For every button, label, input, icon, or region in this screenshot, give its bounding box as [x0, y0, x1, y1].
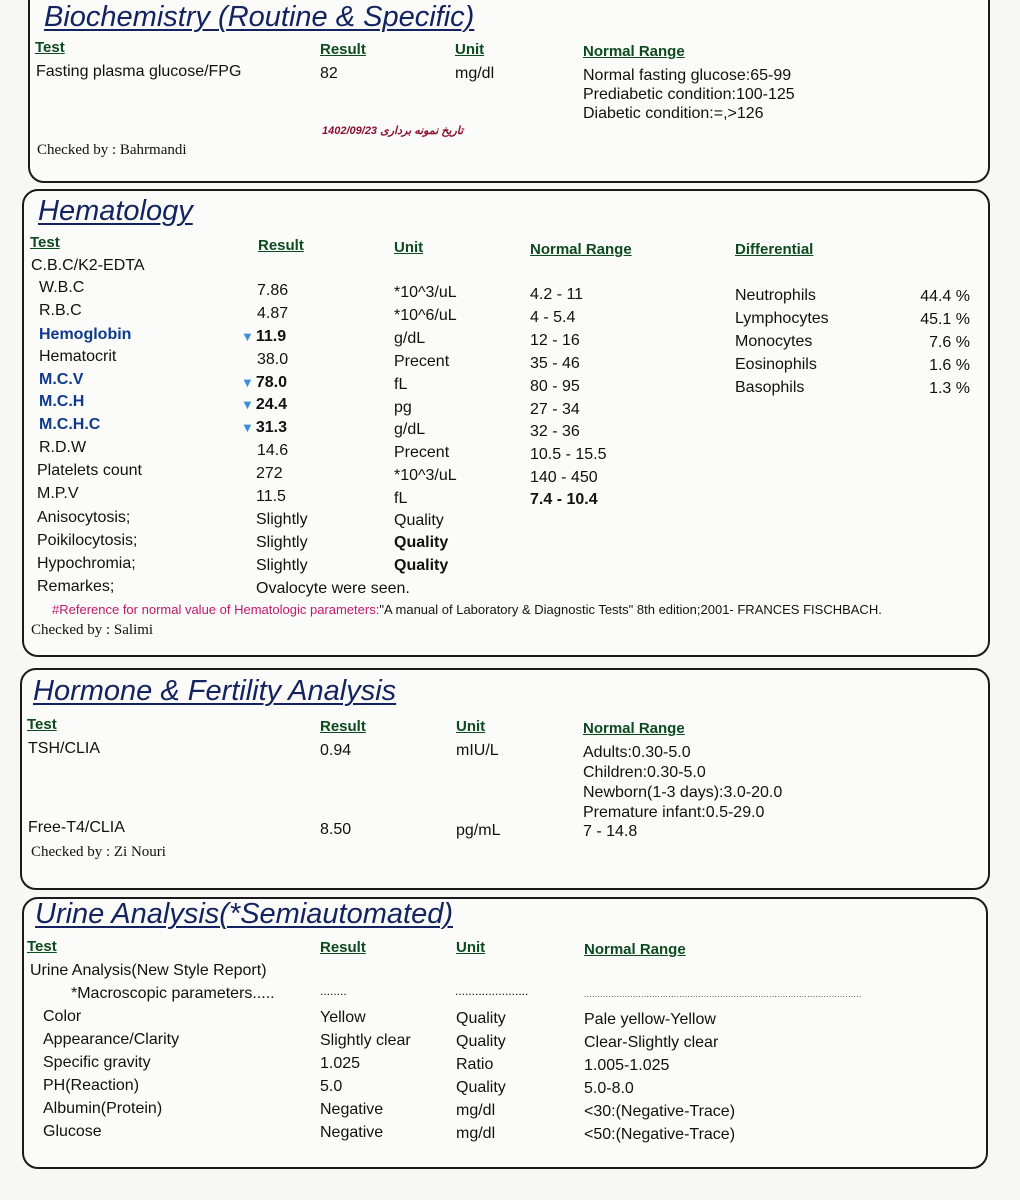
hem-result-hypochromia: Slightly — [256, 557, 308, 574]
diff-value-monocytes: 7.6 % — [929, 334, 970, 351]
hem-header-test: Test — [30, 234, 60, 251]
uri-unit-specific-gravity: Ratio — [456, 1056, 494, 1073]
uri-macro-label: *Macroscopic parameters..... — [71, 985, 275, 1002]
hem-unit-hemoglobin: g/dL — [394, 330, 426, 347]
diff-name-monocytes: Monocytes — [735, 333, 813, 350]
hem-unit-mpv: fL — [394, 490, 408, 507]
low-flag-icon: ▼ — [241, 329, 254, 344]
hem-test-rbc: R.B.C — [39, 302, 82, 319]
hem-range-mch: 27 - 34 — [530, 401, 580, 418]
hem-test-hemoglobin: Hemoglobin — [39, 326, 132, 343]
uri-range-glucose: <50:(Negative-Trace) — [584, 1126, 736, 1143]
uri-test-glucose: Glucose — [43, 1123, 102, 1140]
hem-result-mch — [241, 395, 287, 414]
low-flag-icon: ▼ — [241, 375, 254, 390]
uri-result-specific-gravity: 1.025 — [320, 1055, 361, 1072]
hem-result-mchc-value: 31.3 — [255, 419, 288, 436]
hem-unit-mchc: g/dL — [394, 421, 426, 438]
hem-reference-book: "A manual of Laboratory & Diagnostic Tests" 8th edition;2001- FRANCES FISCHBACH. — [379, 602, 882, 617]
hem-test-mch: M.C.H — [39, 393, 85, 410]
hormone-title: Hormone & Fertility Analysis — [33, 675, 397, 707]
hem-header-differential: Differential — [735, 241, 814, 258]
hem-range-mchc: 32 - 36 — [530, 423, 580, 440]
hem-header-range: Normal Range — [530, 241, 632, 258]
uri-unit-color: Quality — [456, 1010, 506, 1027]
uri-test-ph: PH(Reaction) — [43, 1077, 140, 1094]
hor-result-ft4: 8.50 — [320, 821, 352, 838]
hem-checked-by: Checked by : Salimi — [31, 622, 154, 638]
hor-range-tsh-1: Adults:0.30-5.0 — [583, 744, 691, 761]
uri-range-specific-gravity: 1.005-1.025 — [584, 1057, 670, 1074]
bio-header-result: Result — [320, 41, 366, 58]
hem-unit-mch: pg — [394, 399, 412, 416]
uri-unit-ph: Quality — [456, 1079, 506, 1096]
hor-test-tsh: TSH/CLIA — [28, 740, 101, 757]
hem-test-anisocytosis: Anisocytosis; — [37, 509, 131, 526]
biochemistry-title: Biochemistry (Routine & Specific) — [44, 1, 475, 33]
hem-result-hemoglobin — [241, 327, 286, 346]
hem-unit-rdw: Precent — [394, 444, 450, 461]
hem-range-hematocrit: 35 - 46 — [530, 355, 580, 372]
hem-result-anisocytosis: Slightly — [256, 511, 308, 528]
hem-result-platelets: 272 — [256, 465, 283, 482]
hem-test-mchc: M.C.H.C — [39, 416, 101, 433]
hem-result-mch-value: 24.4 — [255, 396, 288, 413]
sampling-date-stamp — [322, 124, 463, 137]
hor-header-test: Test — [27, 716, 57, 733]
hem-unit-hematocrit: Precent — [394, 353, 450, 370]
hor-result-tsh: 0.94 — [320, 742, 352, 759]
hem-result-hemoglobin-value: 11.9 — [255, 328, 287, 345]
uri-test-albumin: Albumin(Protein) — [43, 1100, 163, 1117]
hor-header-range: Normal Range — [583, 720, 685, 737]
hem-result-remarks: Ovalocyte were seen. — [256, 580, 410, 597]
diff-name-lymphocytes: Lymphocytes — [735, 310, 829, 327]
hem-range-mcv: 80 - 95 — [530, 378, 580, 395]
uri-macro-range-dots: ...................................................................................................... — [584, 990, 862, 999]
hem-result-wbc: 7.86 — [257, 282, 289, 299]
hem-unit-platelets: *10^3/uL — [394, 467, 457, 484]
hor-range-tsh-2: Children:0.30-5.0 — [583, 764, 706, 781]
uri-range-color: Pale yellow-Yellow — [584, 1011, 716, 1028]
uri-unit-albumin: mg/dl — [456, 1102, 496, 1119]
uri-range-ph: 5.0-8.0 — [584, 1080, 634, 1097]
uri-macro-result-dots: ........ — [320, 984, 347, 998]
hem-test-remarks: Remarkes; — [37, 578, 115, 595]
diff-value-lymphocytes: 45.1 % — [920, 311, 970, 328]
urine-title: Urine Analysis(*Semiautomated) — [35, 898, 453, 930]
hem-test-rdw: R.D.W — [39, 439, 87, 456]
hem-header-result: Result — [258, 237, 304, 254]
hem-range-rdw: 10.5 - 15.5 — [530, 446, 607, 463]
hem-result-rdw: 14.6 — [257, 442, 289, 459]
bio-range-line-2: Prediabetic condition:100-125 — [583, 86, 795, 103]
hem-unit-rbc: *10^6/uL — [394, 307, 457, 324]
hem-test-poikilocytosis: Poikilocytosis; — [37, 532, 138, 549]
hem-result-hematocrit: 38.0 — [257, 351, 289, 368]
uri-unit-glucose: mg/dl — [456, 1125, 496, 1142]
hem-range-rbc: 4 - 5.4 — [530, 309, 576, 326]
diff-name-basophils: Basophils — [735, 379, 805, 396]
uri-header-range: Normal Range — [584, 941, 686, 958]
hem-result-mcv-value: 78.0 — [255, 374, 288, 391]
hor-range-ft4: 7 - 14.8 — [583, 823, 638, 840]
hem-test-hypochromia: Hypochromia; — [37, 555, 136, 572]
uri-macro-unit-dots: ...................... — [455, 984, 529, 998]
low-flag-icon: ▼ — [241, 397, 254, 412]
low-flag-icon: ▼ — [241, 420, 254, 435]
hem-test-hematocrit: Hematocrit — [39, 348, 117, 365]
uri-header-unit: Unit — [456, 939, 486, 956]
hem-range-hemoglobin: 12 - 16 — [530, 332, 580, 349]
hematology-section — [22, 189, 990, 657]
hem-reference-note — [52, 602, 882, 617]
diff-name-neutrophils: Neutrophils — [735, 287, 816, 304]
hor-header-result: Result — [320, 718, 366, 735]
bio-unit-fpg: mg/dl — [455, 65, 495, 82]
hematology-title: Hematology — [38, 195, 193, 227]
hem-test-wbc: W.B.C — [39, 279, 85, 296]
bio-header-range: Normal Range — [583, 43, 685, 60]
diff-value-basophils: 1.3 % — [929, 380, 970, 397]
hor-range-tsh-3: Newborn(1-3 days):3.0-20.0 — [583, 784, 783, 801]
uri-result-ph: 5.0 — [320, 1078, 343, 1095]
uri-result-glucose: Negative — [320, 1124, 384, 1141]
bio-header-test: Test — [35, 39, 65, 56]
sampling-date-label: تاریخ نمونه برداری — [380, 125, 464, 137]
bio-test-fpg: Fasting plasma glucose/FPG — [36, 63, 242, 80]
hem-unit-anisocytosis: Quality — [394, 512, 444, 529]
uri-result-color: Yellow — [320, 1009, 366, 1026]
uri-unit-appearance: Quality — [456, 1033, 506, 1050]
diff-value-eosinophils: 1.6 % — [929, 357, 970, 374]
hem-reference-prefix: #Reference for normal value of Hematologic parameters: — [52, 602, 380, 617]
uri-range-albumin: <30:(Negative-Trace) — [584, 1103, 736, 1120]
hem-result-rbc: 4.87 — [257, 305, 289, 322]
hem-unit-wbc: *10^3/uL — [394, 284, 457, 301]
uri-test-color: Color — [43, 1008, 82, 1025]
hem-result-mpv: 11.5 — [256, 488, 286, 505]
hem-test-mcv: M.C.V — [39, 371, 84, 388]
bio-result-fpg: 82 — [320, 65, 338, 82]
uri-range-appearance: Clear-Slightly clear — [584, 1034, 719, 1051]
diff-value-neutrophils: 44.4 % — [920, 288, 970, 305]
uri-result-albumin: Negative — [320, 1101, 384, 1118]
bio-range-line-1: Normal fasting glucose:65-99 — [583, 67, 792, 84]
hem-test-platelets: Platelets count — [37, 462, 142, 479]
uri-report-type: Urine Analysis(New Style Report) — [30, 962, 267, 979]
bio-header-unit: Unit — [455, 41, 485, 58]
uri-header-test: Test — [27, 938, 57, 955]
uri-test-specific-gravity: Specific gravity — [43, 1054, 151, 1071]
hor-checked-by: Checked by : Zi Nouri — [31, 844, 166, 860]
hem-header-unit: Unit — [394, 239, 424, 256]
hem-result-mcv — [241, 373, 287, 392]
hem-method: C.B.C/K2-EDTA — [31, 257, 145, 274]
uri-test-appearance: Appearance/Clarity — [43, 1031, 180, 1048]
bio-checked-by: Checked by : Bahrmandi — [37, 142, 187, 158]
hem-range-wbc: 4.2 - 11 — [530, 286, 584, 303]
hor-unit-ft4: pg/mL — [456, 822, 501, 839]
sampling-date: 1402/09/23 — [322, 125, 378, 137]
hem-test-mpv: M.P.V — [37, 485, 79, 502]
hor-unit-tsh: mIU/L — [456, 742, 499, 759]
hem-unit-mcv: fL — [394, 376, 408, 393]
hor-test-ft4: Free-T4/CLIA — [28, 819, 125, 836]
bio-range-line-3: Diabetic condition:=,>126 — [583, 105, 764, 122]
hem-unit-poikilocytosis: Quality — [394, 534, 449, 551]
hem-unit-hypochromia: Quality — [394, 557, 449, 574]
uri-result-appearance: Slightly clear — [320, 1032, 411, 1049]
hem-range-mpv: 7.4 - 10.4 — [530, 491, 598, 508]
hor-range-tsh-4: Premature infant:0.5-29.0 — [583, 804, 765, 821]
hem-result-poikilocytosis: Slightly — [256, 534, 308, 551]
hem-range-platelets: 140 - 450 — [530, 469, 598, 486]
hem-result-mchc — [241, 418, 287, 437]
uri-header-result: Result — [320, 939, 366, 956]
diff-name-eosinophils: Eosinophils — [735, 356, 817, 373]
hor-header-unit: Unit — [456, 718, 486, 735]
